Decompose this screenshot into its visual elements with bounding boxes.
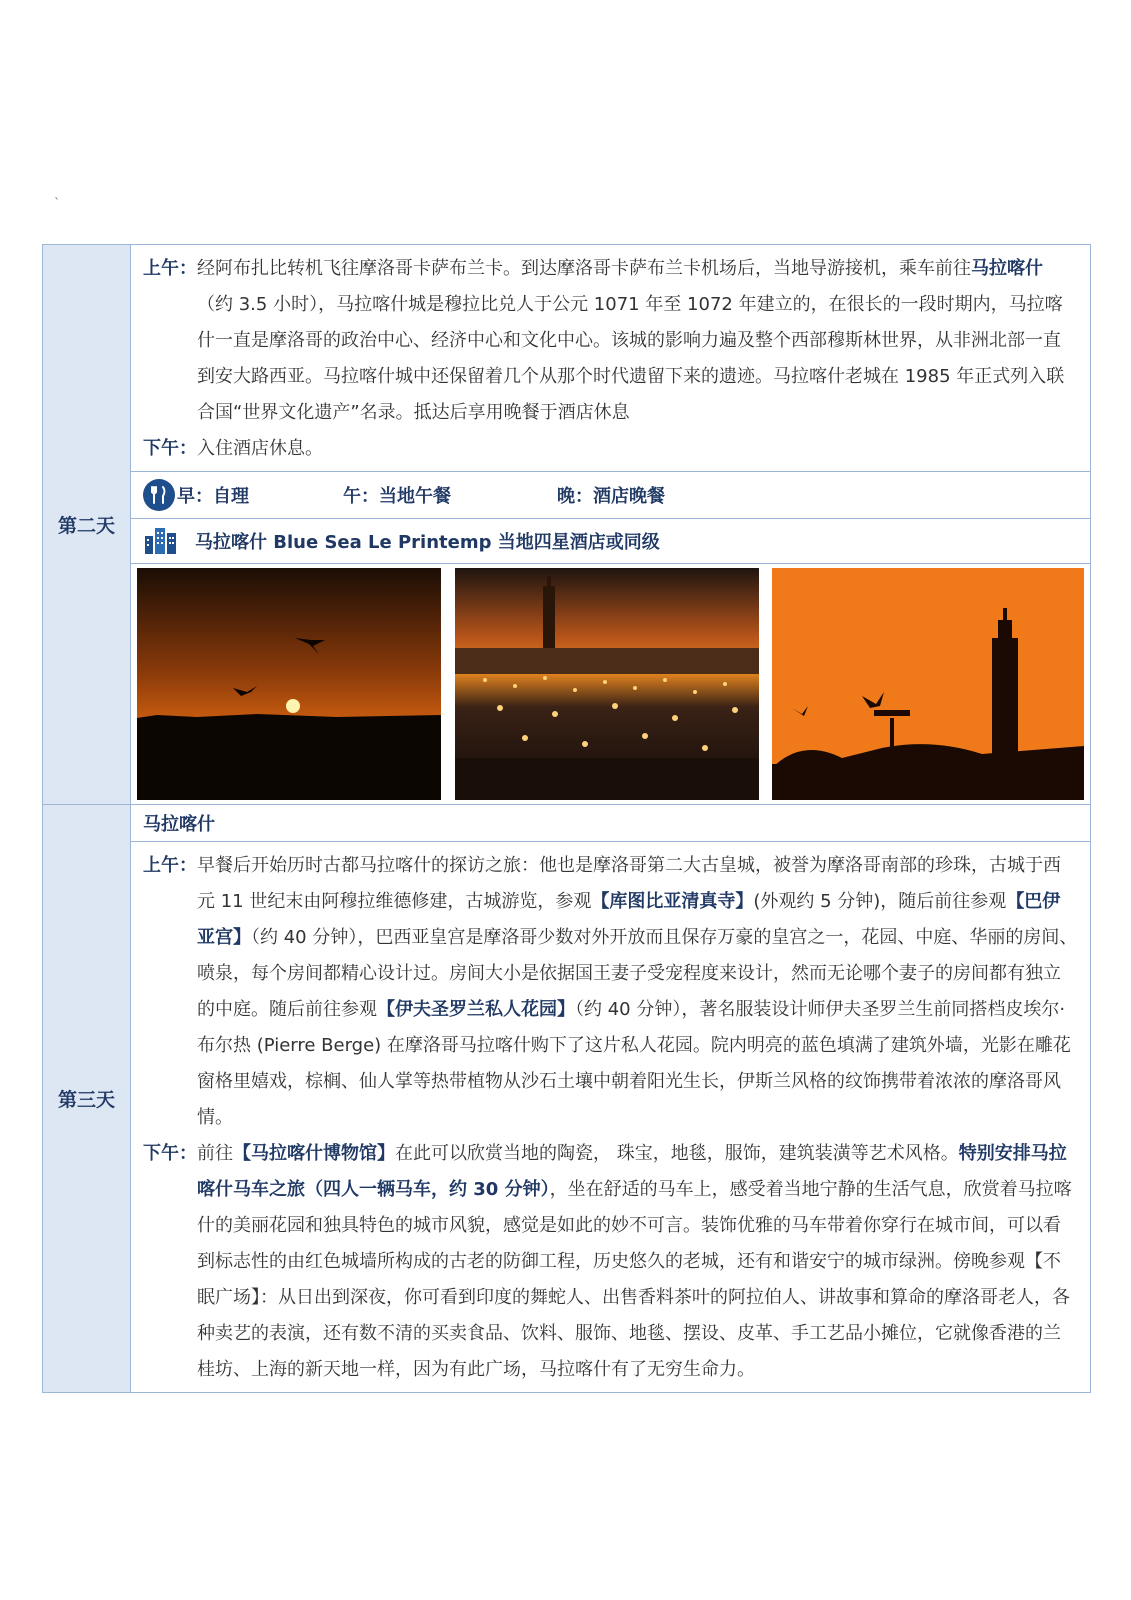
majorelle-garden: 【伊夫圣罗兰私人花园】 bbox=[377, 999, 575, 1020]
afternoon-text: 入住酒店休息。 bbox=[197, 438, 323, 459]
afternoon-label: 下午： bbox=[143, 438, 197, 459]
day2-morning bbox=[143, 251, 1078, 431]
afternoon-label: 下午： bbox=[143, 1143, 197, 1164]
marrakech-museum: 【马拉喀什博物馆】 bbox=[233, 1143, 395, 1164]
day2-text-row bbox=[43, 245, 1091, 472]
afternoon-text-part: 在此可以欣赏当地的陶瓷， 珠宝，地毯，服饰，建筑装潢等艺术风格。 bbox=[395, 1143, 959, 1164]
afternoon-text-part: ，坐在舒适的马车上，感受着当地宁静的生活气息，欣赏着马拉喀什的美丽花园和独具特色的城市风貌，感觉是如此的妙不可言。装饰优雅的马车带着你穿行在城市间，可以看到标志性的由红色城墙所构成的古老的防御工程，历史悠久的老城，还有和谐安宁的城市绿洲。傍晚参观【不眠广场】：从日出到深夜，你可看到印度的舞蛇人、出售香料茶叶的阿拉伯人、讲故事和算命的摩洛哥老人，各种卖艺的表演，还有数不清的买卖食品、饮料、服饰、地毯、摆设、皮革、手工艺品小摊位，它就像香港的兰桂坊、上海的新天地一样，因为有此广场，马拉喀什有了无穷生命力。 bbox=[197, 1179, 1072, 1380]
day3-label: 第三天 bbox=[43, 805, 131, 1393]
bahia-palace: 【巴伊亚宫】 bbox=[197, 891, 1061, 948]
day2-meals-row bbox=[43, 472, 1091, 519]
day3-city-row bbox=[43, 805, 1091, 842]
day2-photos-row bbox=[43, 564, 1091, 805]
day3-morning bbox=[143, 848, 1078, 1136]
stray-mark: ` bbox=[54, 196, 60, 210]
day3-city-title: 马拉喀什 bbox=[143, 814, 215, 835]
utensils-icon bbox=[143, 479, 175, 511]
morning-text-part: 早餐后开始历时古都马拉喀什的探访之旅：他也是摩洛哥第二大古皇城，被誉为摩洛哥南部的珍珠，古城于西元 11 世纪末由阿穆拉维德修建，古城游览，参观 bbox=[197, 855, 1061, 912]
day2-afternoon bbox=[143, 431, 1078, 467]
morning-destination: 马拉喀什 bbox=[971, 258, 1043, 279]
carriage-tour-highlight: 特别安排马拉喀什马车之旅（四人一辆马车，约 30 分钟） bbox=[197, 1143, 1067, 1200]
morning-text bbox=[197, 848, 1078, 1136]
morning-text-part: (外观约 5 分钟)，随后前往参观 bbox=[753, 891, 1007, 912]
mosque-silhouette-photo bbox=[772, 568, 1084, 800]
afternoon-text-part: 前往 bbox=[197, 1143, 233, 1164]
morning-text-part: 经阿布扎比转机飞往摩洛哥卡萨布兰卡。到达摩洛哥卡萨布兰卡机场后，当地导游接机，乘车前往 bbox=[197, 258, 971, 279]
meal-lunch: 午：当地午餐 bbox=[343, 486, 451, 507]
sunset-birds-photo bbox=[137, 568, 441, 800]
day2-hotel-row bbox=[43, 519, 1091, 564]
morning-text bbox=[197, 251, 1078, 431]
hotel-building-icon bbox=[143, 524, 179, 559]
morning-text-part: （约 40 分钟），著名服装设计师伊夫圣罗兰生前同搭档皮埃尔·布尔热 (Pierre Berge) 在摩洛哥马拉喀什购下了这片私人花园。院内明亮的蓝色填满了建筑外墙，光影在雕花窗格里嬉戏，棕榈、仙人掌等热带植物从沙石土壤中朝着阳光生长，伊斯兰风格的纹饰携带着浓浓的摩洛哥风情。 bbox=[197, 999, 1071, 1128]
day2-description bbox=[131, 245, 1091, 472]
morning-text-part: （约 40 分钟），巴西亚皇宫是摩洛哥少数对外开放而且保存万豪的皇宫之一，花园、中庭、华丽的房间、喷泉，每个房间都精心设计过。房间大小是依据国王妻子受宠程度来设计，然而无论哪个妻子的房间都有独立的中庭。随后前往参观 bbox=[197, 927, 1078, 1020]
morning-label: 上午： bbox=[143, 258, 197, 279]
day3-afternoon bbox=[143, 1136, 1078, 1388]
meal-dinner: 晚：酒店晚餐 bbox=[557, 486, 665, 507]
day3-description bbox=[131, 842, 1091, 1393]
afternoon-text bbox=[197, 1136, 1078, 1388]
day3-text-row bbox=[43, 842, 1091, 1393]
night-market-photo bbox=[455, 568, 759, 800]
meal-breakfast: 早：自理 bbox=[177, 486, 249, 507]
itinerary-table bbox=[42, 244, 1091, 1393]
morning-text-part: （约 3.5 小时），马拉喀什城是穆拉比兑人于公元 1071 年至 1072 年建立的，在很长的一段时期内，马拉喀什一直是摩洛哥的政治中心、经济中心和文化中心。该城的影响力遍及整个西部穆斯林世界，从非洲北部一直到安大路西亚。马拉喀什城中还保留着几个从那个时代遗留下来的遗迹。马拉喀什老城在 1985 年正式列入联合国“世界文化遗产”名录。抵达后享用晚餐于酒店休息 bbox=[197, 294, 1065, 423]
morning-label: 上午： bbox=[143, 855, 197, 876]
kutubiyya-mosque: 【库图比亚清真寺】 bbox=[591, 891, 754, 912]
day2-label: 第二天 bbox=[43, 245, 131, 805]
hotel-text: 马拉喀什 Blue Sea Le Printemp 当地四星酒店或同级 bbox=[195, 532, 660, 553]
